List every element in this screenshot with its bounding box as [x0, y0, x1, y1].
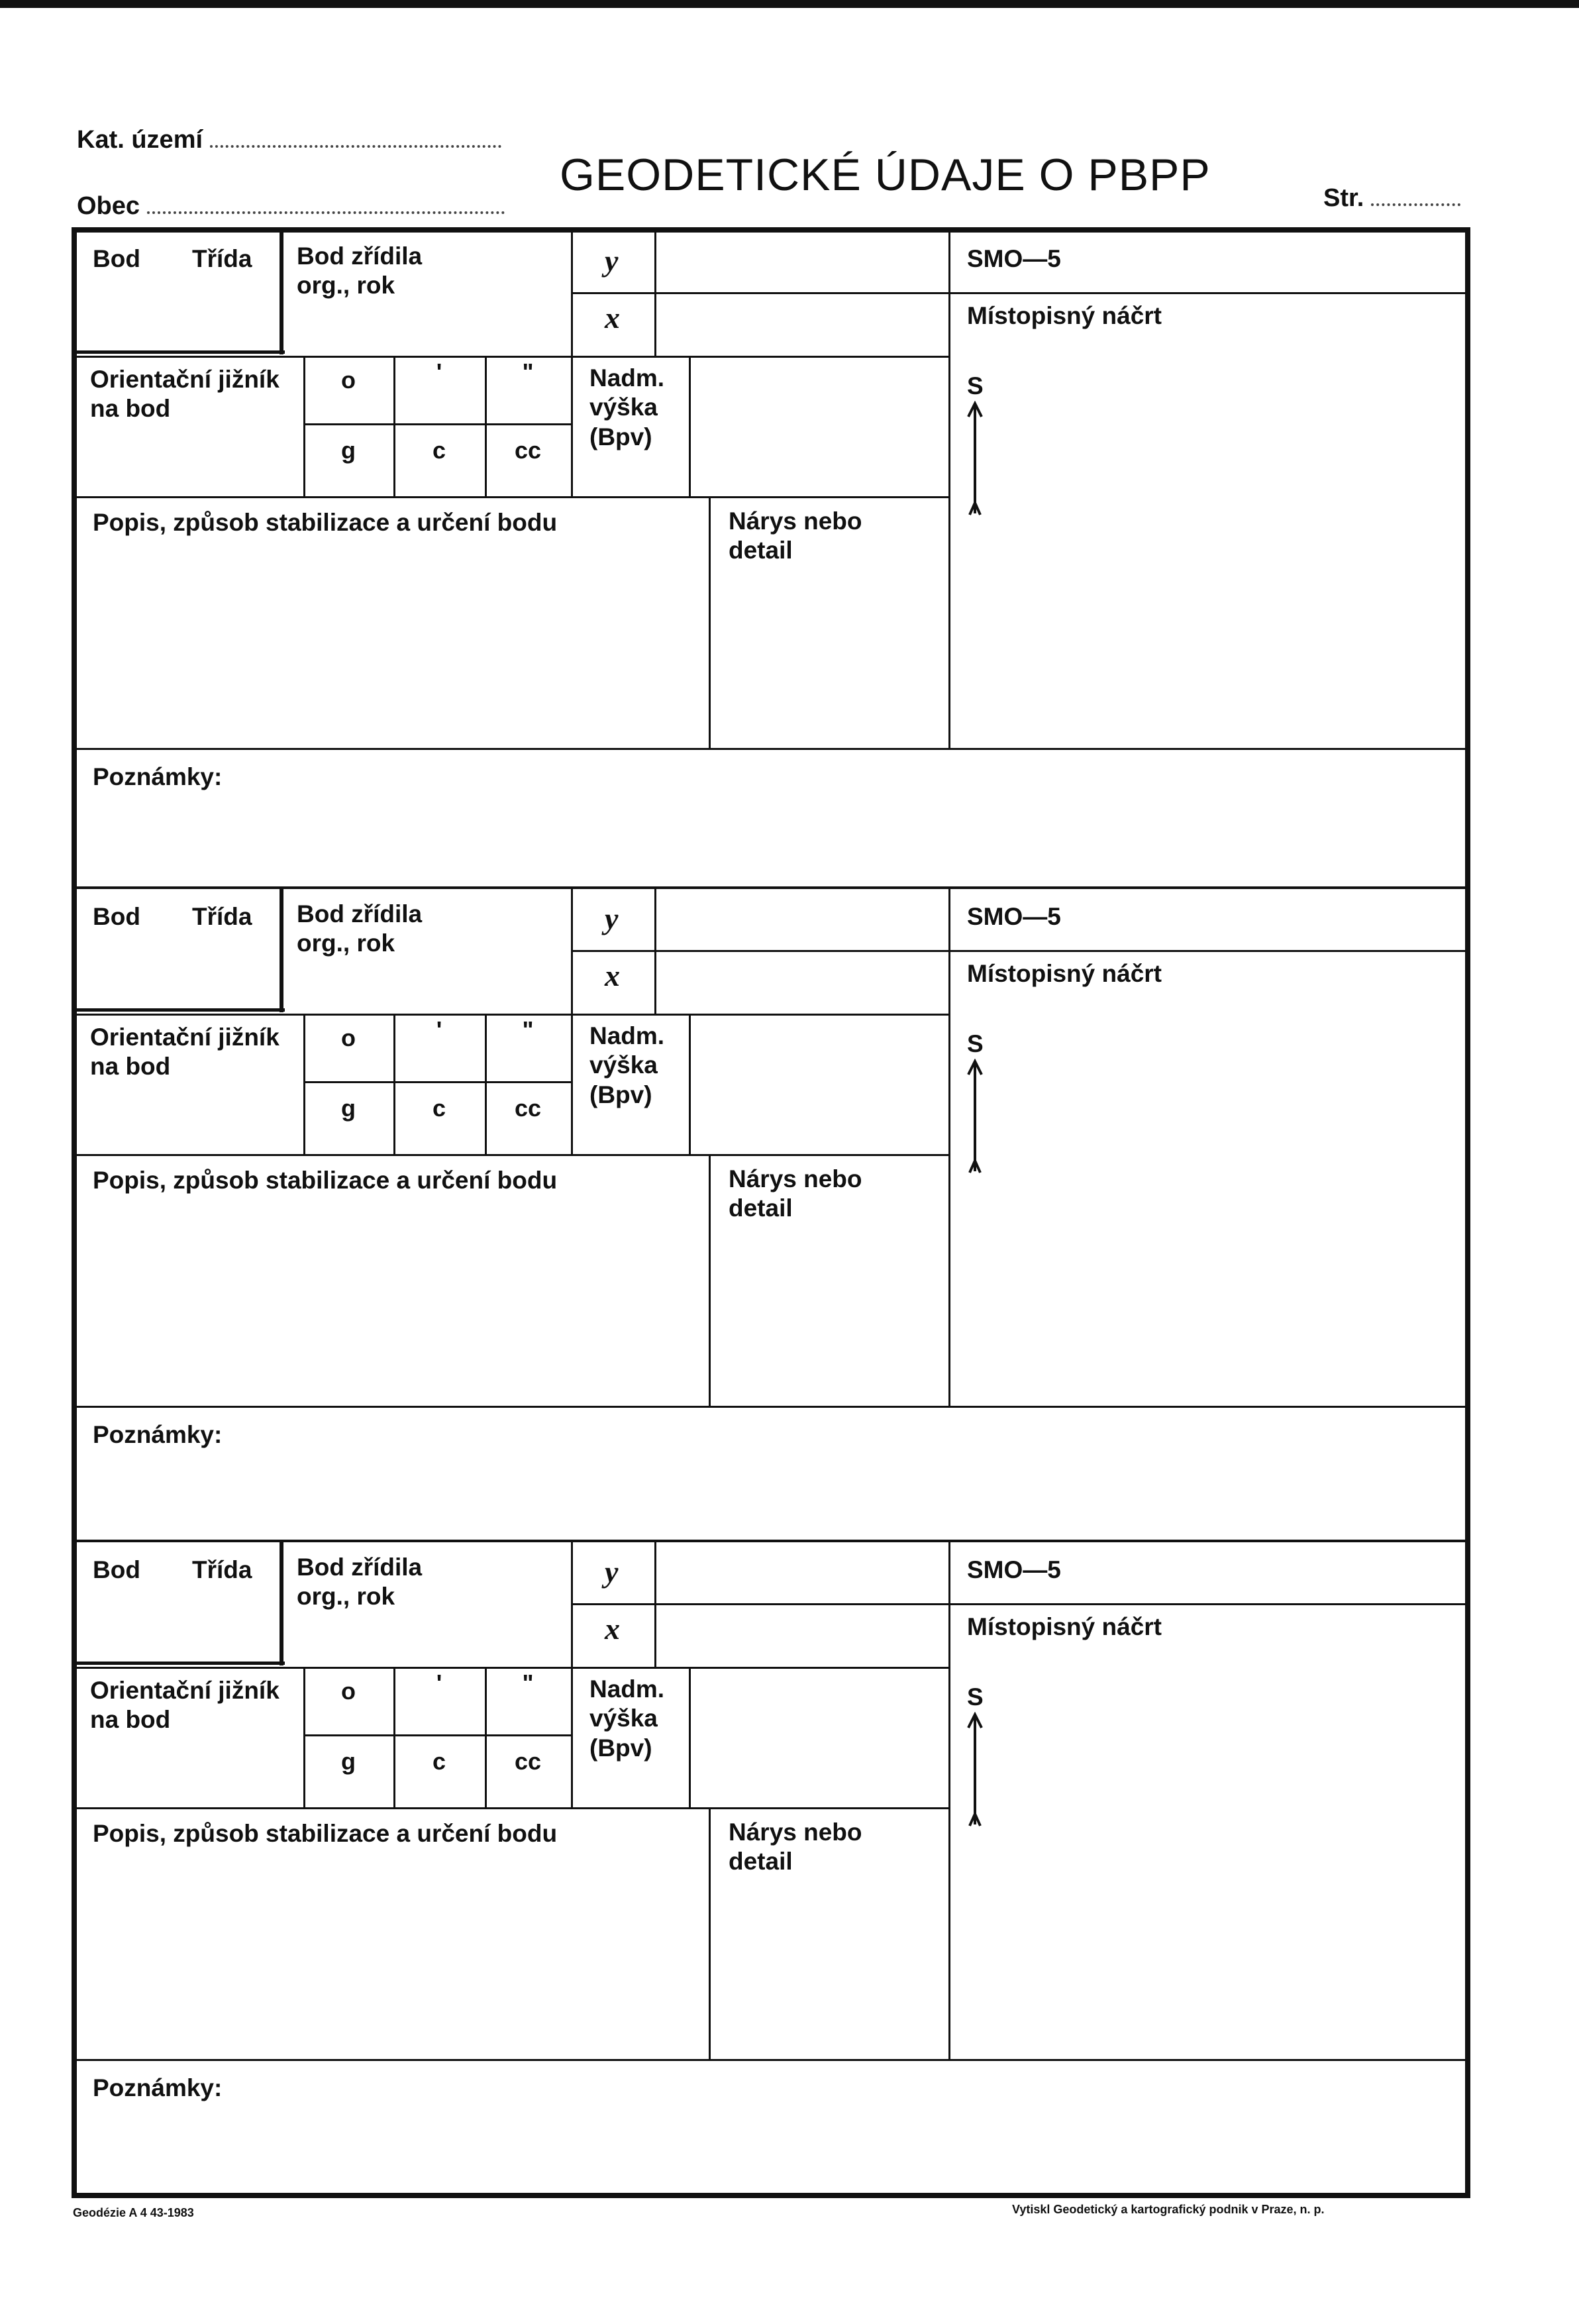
north-label: S [967, 372, 984, 399]
orientacni-jiznik-label: Orientační jižník na bod [90, 366, 280, 423]
y-coordinate-field[interactable] [661, 235, 943, 291]
narys-left-first [709, 496, 711, 748]
y-coordinate-field[interactable] [661, 893, 943, 949]
bod-box-right-first [280, 231, 283, 354]
grads-label: g [341, 1094, 356, 1122]
narys-left-third [709, 1807, 711, 2059]
row3-top-third [72, 1807, 948, 1809]
smo-divider-first [948, 292, 1470, 294]
nadm-right-first [689, 356, 691, 496]
seconds-label: " [522, 1016, 534, 1043]
narys-detail-label: Nárys nebo detail [729, 507, 862, 564]
grads-label: g [341, 1748, 356, 1775]
nadm-right-second [689, 1014, 691, 1154]
narys-detail-area[interactable] [715, 1220, 941, 1399]
centigrads-label: c [432, 1094, 446, 1122]
orientacni-jiznik-label: Orientační jižník na bod [90, 1677, 280, 1734]
zridila-right-second [571, 889, 573, 1154]
x-coordinate-label: x [605, 301, 620, 335]
mistopisny-nacrt-label: Místopisný náčrt [967, 960, 1162, 987]
nadmorska-vyska-field[interactable] [695, 360, 944, 492]
zridila-right-third [571, 1542, 573, 1807]
row2-top-second [72, 1014, 948, 1016]
narys-detail-label: Nárys nebo detail [729, 1819, 862, 1875]
form-code: Geodézie A 4 43-1983 [73, 2206, 194, 2219]
mistopisny-nacrt-label: Místopisný náčrt [967, 1613, 1162, 1640]
x-coordinate-field[interactable] [661, 954, 943, 1010]
page-title: GEODETICKÉ ÚDAJE O PBPP [560, 150, 1211, 200]
sketch-left-third [948, 1542, 950, 2059]
printer-note: Vytiskl Geodetický a kartografický podnik v Praze, n. p. [1012, 2203, 1325, 2216]
north-label: S [967, 1030, 984, 1057]
bod-box-bottom-thick-third [72, 1663, 285, 1665]
obec-field[interactable] [147, 211, 505, 214]
trida-label: Třída [192, 1556, 252, 1583]
page-top-edge [0, 0, 1579, 8]
yx-label-right-first [654, 231, 656, 356]
bod-zridila-label: Bod zřídila org., rok [297, 242, 423, 299]
bod-zridila-label: Bod zřídila org., rok [297, 900, 423, 957]
mistopisny-nacrt-label: Místopisný náčrt [967, 302, 1162, 329]
bod-label: Bod [93, 903, 140, 930]
centicentigrads-label: cc [514, 1748, 542, 1775]
bod-box-bottom-thick-second [72, 1010, 285, 1012]
popis-field[interactable] [79, 543, 702, 741]
bod-zridila-label: Bod zřídila org., rok [297, 1554, 423, 1611]
minutes-label: ' [436, 1016, 442, 1043]
poznamky-label: Poznámky: [93, 763, 223, 790]
zridila-right-first [571, 231, 573, 496]
centigrads-label: c [432, 1748, 446, 1775]
narys-detail-label: Nárys nebo detail [729, 1165, 862, 1222]
smo-5-label: SMO—5 [967, 1556, 1061, 1583]
popis-field[interactable] [79, 1854, 702, 2052]
angle-divider-second [303, 1081, 571, 1083]
poznamky-field[interactable] [79, 2112, 1457, 2192]
centicentigrads-label: cc [514, 437, 542, 464]
sketch-left-second [948, 889, 950, 1406]
seconds-label: " [522, 1669, 534, 1697]
smo-5-label: SMO—5 [967, 903, 1061, 930]
yx-label-right-second [654, 889, 656, 1014]
nadmorska-vyska-label: Nadm. výška (Bpv) [589, 364, 665, 450]
x-coordinate-field[interactable] [661, 1607, 943, 1663]
y-coordinate-field[interactable] [661, 1546, 943, 1602]
nadm-right-third [689, 1667, 691, 1807]
y-coordinate-label: y [605, 244, 619, 278]
mistopisny-nacrt-area[interactable] [956, 1075, 1460, 1399]
poznamky-top-third [72, 2059, 1470, 2061]
x-coordinate-label: x [605, 1612, 620, 1646]
smo-5-label: SMO—5 [967, 245, 1061, 272]
centicentigrads-label: cc [514, 1094, 542, 1122]
yx-divider-second [571, 950, 948, 952]
mistopisny-nacrt-area[interactable] [956, 1728, 1460, 2052]
degrees-label: o [341, 1024, 356, 1051]
poznamky-top-first [72, 748, 1470, 750]
angle-divider-first [303, 423, 571, 425]
trida-label: Třída [192, 245, 252, 272]
grads-label: g [341, 437, 356, 464]
degrees-label: o [341, 1677, 356, 1705]
poznamky-label: Poznámky: [93, 2074, 223, 2101]
row2-top-third [72, 1667, 948, 1669]
bod-box-right-second [280, 889, 283, 1012]
popis-field[interactable] [79, 1200, 702, 1399]
bod-label: Bod [93, 245, 140, 272]
popis-label: Popis, způsob stabilizace a určení bodu [93, 1167, 558, 1194]
row2-top-first [72, 356, 948, 358]
mistopisny-nacrt-area[interactable] [956, 417, 1460, 741]
popis-label: Popis, způsob stabilizace a určení bodu [93, 1820, 558, 1847]
yx-divider-third [571, 1603, 948, 1605]
centigrads-label: c [432, 437, 446, 464]
x-coordinate-label: x [605, 959, 620, 992]
poznamky-top-second [72, 1406, 1470, 1408]
minutes-label: ' [436, 1669, 442, 1697]
nadmorska-vyska-label: Nadm. výška (Bpv) [589, 1022, 665, 1108]
orientacni-jiznik-label: Orientační jižník na bod [90, 1024, 280, 1081]
bod-box-right-third [280, 1542, 283, 1665]
smo-divider-third [948, 1603, 1470, 1605]
smo-divider-second [948, 950, 1470, 952]
degrees-label: o [341, 366, 356, 394]
popis-label: Popis, způsob stabilizace a určení bodu [93, 509, 558, 536]
minutes-label: ' [436, 358, 442, 386]
kat-uzemi-row [77, 126, 501, 154]
sketch-left-first [948, 231, 950, 748]
str-row [1323, 184, 1460, 213]
kat-uzemi-label: Kat. území [77, 126, 203, 154]
row3-top-second [72, 1154, 948, 1156]
nadmorska-vyska-field[interactable] [695, 1671, 944, 1803]
obec-label: Obec [77, 192, 140, 220]
y-coordinate-label: y [605, 902, 619, 935]
bod-label: Bod [93, 1556, 140, 1583]
x-coordinate-field[interactable] [661, 296, 943, 352]
row3-top-first [72, 496, 948, 498]
seconds-label: " [522, 358, 534, 386]
poznamky-field[interactable] [79, 1459, 1457, 1536]
trida-label: Třída [192, 903, 252, 930]
obec-row [77, 192, 505, 221]
nadmorska-vyska-label: Nadm. výška (Bpv) [589, 1675, 665, 1762]
y-coordinate-label: y [605, 1555, 619, 1589]
str-label: Str. [1323, 184, 1364, 212]
poznamky-label: Poznámky: [93, 1421, 223, 1448]
angle-divider-third [303, 1734, 571, 1736]
nadmorska-vyska-field[interactable] [695, 1018, 944, 1150]
narys-detail-area[interactable] [715, 1874, 941, 2052]
poznamky-field[interactable] [79, 801, 1457, 882]
yx-divider-first [571, 292, 948, 294]
yx-label-right-third [654, 1542, 656, 1667]
north-label: S [967, 1683, 984, 1711]
narys-detail-area[interactable] [715, 562, 941, 741]
str-field[interactable] [1371, 203, 1460, 206]
bod-box-bottom-thick-first [72, 352, 285, 354]
narys-left-second [709, 1154, 711, 1406]
kat-uzemi-field[interactable] [210, 145, 501, 148]
